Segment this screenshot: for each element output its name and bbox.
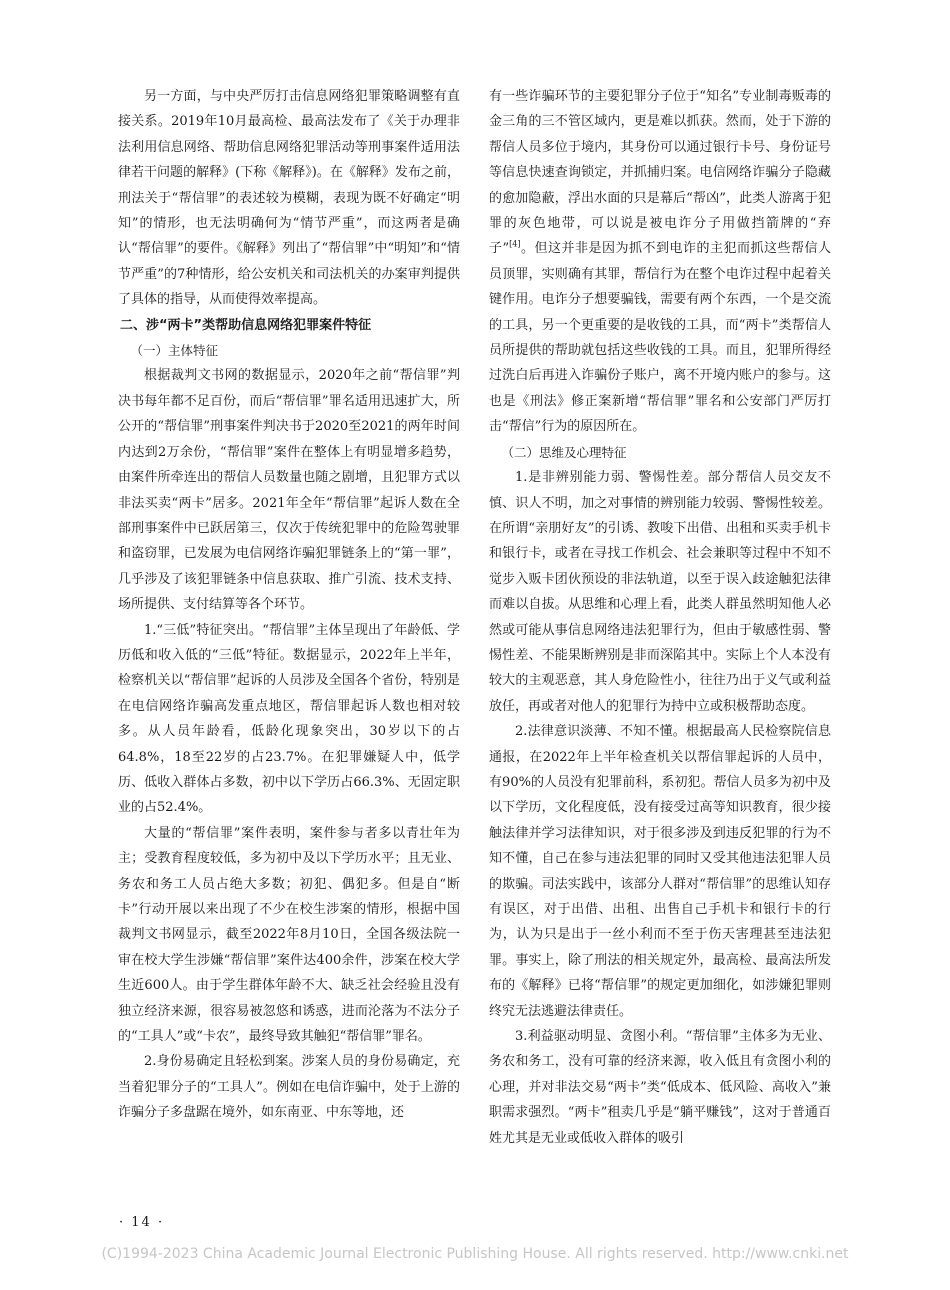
- footer-copyright: (C)1994-2023 China Academic Journal Electronic Publishing House. All rights reserved. http://www.cnki.net: [101, 1246, 849, 1262]
- page-number: · 14 ·: [119, 1215, 165, 1230]
- section-heading-2: 二、涉“两卡”类帮助信息网络犯罪案件特征: [120, 317, 372, 333]
- paragraph-continued-part-a: 有一些诈骗环节的主要犯罪分子位于“知名”专业制毒贩毒的金三角的三不管区域内，更是难以抓获。然而，处于下游的帮信人员多位于境内，其身份可以通过银行卡号、身份证号等信息快速查询锁定，并抓捕归案。电信网络诈骗分子隐藏的愈加隐蔽，浮出水面的只是幕后“帮凶”，此类人游离于犯罪的灰色地带，可以说是被电诈分子用做挡箭牌的“弃子”: [489, 89, 831, 257]
- paragraph-profit: 3.利益驱动明显、贪图小利。“帮信罪”主体多为无业、务农和务工，没有可靠的经济来源，收入低且有贪图小利的心理，并对非法交易“两卡”类“低成本、低风险、高收入”兼职需求强烈。“两卡”租卖几乎是“躺平赚钱”，这对于普通百姓尤其是无业或低收入群体的吸引: [489, 1029, 831, 1146]
- paragraph-cases: 大量的“帮信罪”案件表明，案件参与者多以青壮年为主；受教育程度较低，多为初中及以下学历水平；且无业、务农和务工人员占绝大多数；初犯、偶犯多。但是自“断卡”行动开展以来出现了不少在校生涉案的情形，根据中国裁判文书网显示，截至2022年8月10日，全国各级法院一审在校大学生涉嫌“帮信罪”案件达400余件，涉案在校大学生近600人。由于学生群体年龄不大、缺乏社会经验且没有独立经济来源，很容易被忽悠和诱惑，进而沦落为不法分子的“工具人”或“卡农”，最终导致其触犯“帮信罪”罪名。: [118, 825, 460, 1045]
- subsection-heading-subject: （一）主体特征: [130, 343, 219, 359]
- left-column: [118, 84, 460, 1126]
- paragraph-intro: 另一方面，与中央严厉打击信息网络犯罪策略调整有直接关系。2019年10月最高检、最高法发布了《关于办理非法利用信息网络、帮助信息网络犯罪活动等刑事案件适用法律若干问题的解释》(下称《解释》)。在《解释》发布之前，刑法关于“帮信罪”的表述较为模糊，表现为既不好确定“明知”的情形，也无法明确何为“情节严重”，而这两者是确认“帮信罪”的要件。《解释》列出了“帮信罪”中“明知”和“情节严重”的7种情形，给公安机关和司法机关的办案审判提供了具体的指导，从而使得效率提高。: [118, 89, 460, 308]
- paragraph-identity: 2.身份易确定且轻松到案。涉案人员的身份易确定，充当着犯罪分子的“工具人”。例如在电信诈骗中，处于上游的诈骗分子多盘踞在境外，如东南亚、中东等地，还: [118, 1054, 460, 1121]
- paragraph-three-low: 1.“三低”特征突出。“帮信罪”主体呈现出了年龄低、学历低和收入低的“三低”特征。数据显示，2022年上半年，检察机关以“帮信罪”起诉的人员涉及全国各个省份，特别是在电信网络诈骗高发重点地区，帮信罪起诉人数也相对较多。从人员年龄看，低龄化现象突出，30岁以下的占64.8%，18至22岁的占23.7%。在犯罪嫌疑人中，低学历、低收入群体占多数，初中以下学历占66.3%、无固定职业的占52.4%。: [118, 622, 460, 816]
- paragraph-continued: [489, 84, 831, 440]
- right-column: [489, 84, 831, 1151]
- subsection-heading-mindset: （二）思维及心理特征: [501, 444, 627, 460]
- paragraph-continued-part-b: 。但这并非是因为抓不到电诈的主犯而抓这些帮信人员顶罪，实则确有其罪，帮信行为在整个电诈过程中起着关键作用。电诈分子想要骗钱，需要有两个东西，一个是交流的工具，另一个更重要的是收钱的工具，而“两卡”类帮信人员所提供的帮助就包括这些收钱的工具。而且，犯罪所得经过洗白后再进入诈骗份子账户，离不开境内账户的参与。这也是《刑法》修正案新增“帮信罪”罪名和公安部门严厉打击“帮信”行为的原因所在。: [489, 241, 831, 435]
- paragraph-subject: 根据裁判文书网的数据显示，2020年之前“帮信罪”判决书每年都不足百份，而后“帮信罪”罪名适用迅速扩大，所公开的“帮信罪”刑事案件判决书于2020至2021的两年时间内达到2万余份，“帮信罪”案件在整体上有明显增多趋势，由案件所牵连出的帮信人员数量也随之剧增，且犯罪方式以非法买卖“两卡”居多。2021年全年“帮信罪”起诉人数在全部刑事案件中已跃居第三，仅次于传统犯罪中的危险驾驶罪和盗窃罪，已发展为电信网络诈骗犯罪链条上的“第一罪”，几乎涉及了该犯罪链条中信息获取、推广引流、技术支持、场所提供、支付结算等各个环节。: [118, 368, 460, 613]
- paragraph-discern: 1.是非辨别能力弱、警惕性差。部分帮信人员交友不慎、识人不明，加之对事情的辨别能力较弱、警惕性较差。在所谓“亲朋好友”的引诱、教唆下出借、出租和买卖手机卡和银行卡，或者在寻找工作机会、社会兼职等过程中不知不觉步入贩卡团伙预设的非法轨道，以至于误入歧途触犯法律而难以自拔。从思维和心理上看，此类人群虽然明知他人必然或可能从事信息网络违法犯罪行为，但由于敏感性弱、警惕性差、不能果断辨别是非而深陷其中。实际上个人本没有较大的主观恶意，其人身危险性小，往往乃出于义气或利益放任，再或者对他人的犯罪行为持中立或积极帮助态度。: [489, 470, 831, 714]
- citation-ref: [4]: [509, 240, 521, 250]
- paragraph-legal: 2.法律意识淡薄、不知不懂。根据最高人民检察院信息通报，在2022年上半年检查机关以帮信罪起诉的人员中，有90%的人员没有犯罪前科，系初犯。帮信人员多为初中及以下学历，文化程度低，没有接受过高等知识教育，很少接触法律并学习法律知识，对于很多涉及到违反犯罪的行为不知不懂，自己在参与违法犯罪的同时又受其他违法犯罪人员的欺骗。司法实践中，该部分人群对“帮信罪”的思维认知存有误区，对于出借、出租、出售自己手机卡和银行卡的行为，认为只是出于一丝小利而不至于伤天害理甚至违法犯罪。事实上，除了刑法的相关规定外，最高检、最高法所发布的《解释》已将“帮信罪”的规定更加细化，如涉嫌犯罪则终究无法逃避法律责任。: [489, 724, 831, 1019]
